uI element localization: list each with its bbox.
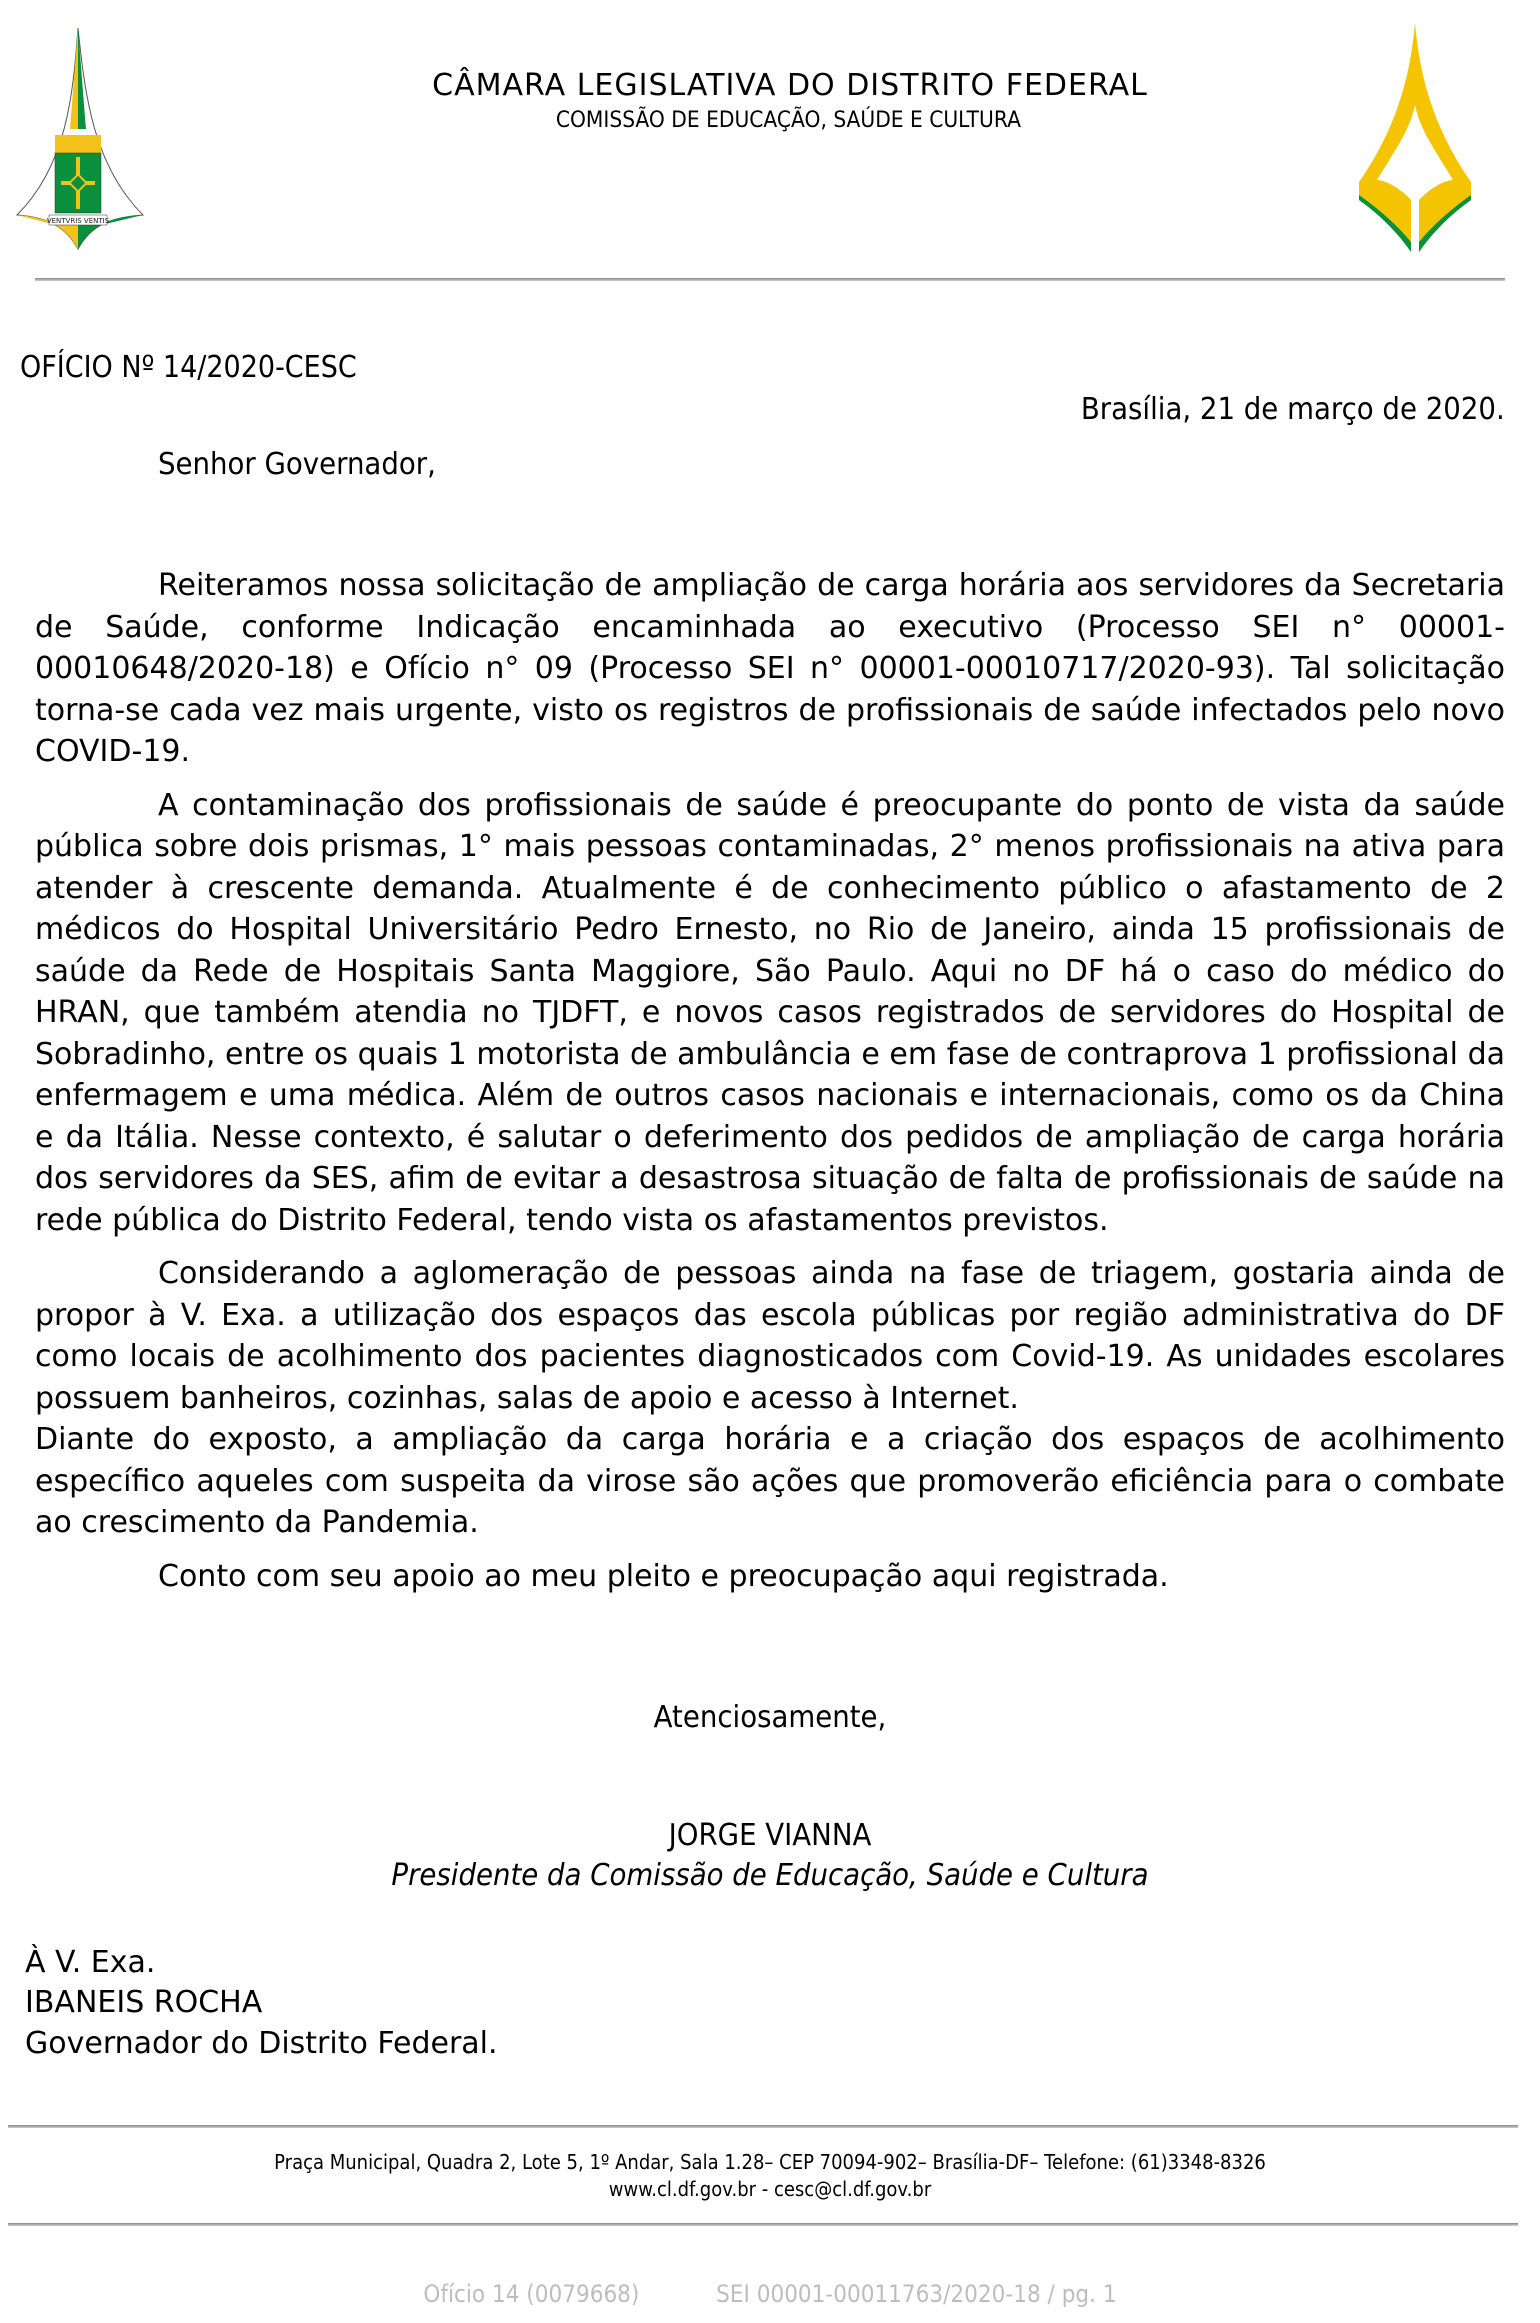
sei-footer	[77, 2280, 1463, 2308]
document-reference: Ofício 14 (0079668)	[423, 2280, 640, 2308]
signer-title: Presidente da Comissão de Educação, Saúde e Cultura	[391, 1858, 1149, 1893]
closing: Atenciosamente,	[653, 1700, 887, 1735]
cldf-crest-logo	[15, 25, 145, 250]
paragraph: A contaminação dos profissionais de saúde é preocupante do ponto de vista da saúde pública sobre dois prismas, 1° mais pessoas contaminadas, 2° menos profissionais na ativa para atender à crescente demanda. Atualmente é de conhecimento público o afastamento de 2 médicos do Hospital Universitário Pedro Ernesto, no Rio de Janeiro, ainda 15 profissionais de saúde da Rede de Hospitais Santa Maggiore, São Paulo. Aqui no DF há o caso do médico do HRAN, que também atendia no TJDFT, e novos casos registrados de servidores do Hospital de Sobradinho, entre os quais 1 motorista de ambulância e em fase de contraprova 1 profissional da enfermagem e uma médica. Além de outros casos nacionais e internacionais, como os da China e da Itália. Nesse contexto, é salutar o deferimento dos pedidos de ampliação de carga horária dos servidores da SES, afim de evitar a desastrosa situação de falta de profissionais de saúde na rede pública do Distrito Federal, tendo vista os afastamentos previstos.	[35, 787, 1505, 1238]
footer-divider-bottom	[8, 2223, 1518, 2226]
salutation: Senhor Governador,	[158, 447, 436, 482]
paragraph: Considerando a aglomeração de pessoas ainda na fase de triagem, gostaria ainda de propor à V. Exa. a utilização dos espaços das escola públicas por região administrativa do DF como locais de acolhimento dos pacientes diagnosticados com Covid-19. As unidades escolares possuem banheiros, cozinhas, salas de apoio e acesso à Internet.	[35, 1256, 1505, 1416]
footer-address: Praça Municipal, Quadra 2, Lote 5, 1º Andar, Sala 1.28– CEP 70094-902– Brasília-DF– Telefone: (61)3348-8326	[274, 2150, 1266, 2174]
institution-name: CÂMARA LEGISLATIVA DO DISTRITO FEDERAL	[432, 68, 1148, 103]
footer-divider-top	[8, 2125, 1518, 2128]
crest-motto: VENTVRIS VENTIS	[46, 217, 110, 225]
paragraph: Reiteramos nossa solicitação de ampliação de carga horária aos servidores da Secretaria de Saúde, conforme Indicação encaminhada ao executivo (Processo SEI n° 00001-00010648/2020-18) e Ofício n° 09 (Processo SEI n° 00001-00010717/2020-93). Tal solicitação torna-se cada vez mais urgente, visto os registros de profissionais de saúde infectados pelo novo COVID-19.	[35, 568, 1505, 769]
signer-name: JORGE VIANNA	[668, 1818, 872, 1853]
committee-name: COMISSÃO DE EDUCAÇÃO, SAÚDE E CULTURA	[555, 108, 1021, 133]
sei-page-reference: SEI 00001-00011763/2020-18 / pg. 1	[716, 2280, 1117, 2308]
paragraph: Conto com seu apoio ao meu pleito e preocupação aqui registrada.	[158, 1558, 1169, 1594]
letter-date: Brasília, 21 de março de 2020.	[1081, 392, 1505, 427]
recipient-title: Governador do Distrito Federal.	[25, 2026, 498, 2061]
recipient-honorific: À V. Exa.	[25, 1945, 156, 1980]
paragraph: Diante do exposto, a ampliação da carga horária e a criação dos espaços de acolhimento específico aqueles com suspeita da virose são ações que promoverão eficiência para o combate ao crescimento da Pandemia.	[35, 1422, 1505, 1540]
header-divider	[35, 278, 1505, 281]
footer-contacts: www.cl.df.gov.br - cesc@cl.df.gov.br	[608, 2177, 932, 2201]
letter-body	[35, 565, 1505, 1597]
recipient-name: IBANEIS ROCHA	[25, 1985, 263, 2020]
cldf-emblem-logo	[1355, 20, 1475, 252]
letter-number: OFÍCIO Nº 14/2020-CESC	[20, 350, 357, 385]
